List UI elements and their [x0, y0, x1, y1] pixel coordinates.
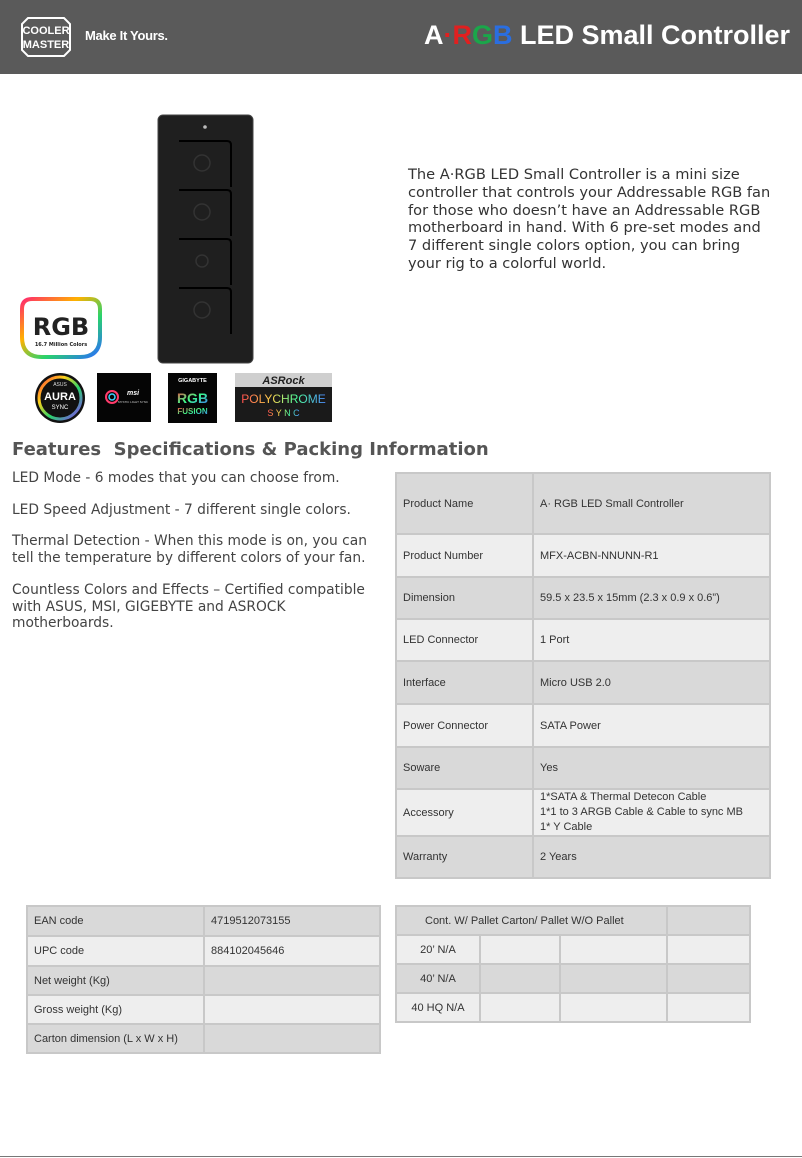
rgb-badge-icon — [20, 297, 102, 359]
spec-value: 2 Years — [533, 836, 770, 878]
title-a: A — [423, 20, 444, 50]
spec-key: Product Number — [396, 534, 533, 577]
code-value: 4719512073155 — [204, 906, 380, 936]
spec-value: Yes — [533, 747, 770, 789]
spec-value: A· RGB LED Small Controller — [533, 473, 770, 534]
code-key: Carton dimension (L x W x H) — [27, 1024, 204, 1053]
spec-value: MFX-ACBN-NNUNN-R1 — [533, 534, 770, 577]
spec-key: Dimension — [396, 577, 533, 619]
table-row — [27, 906, 380, 936]
asrock-line1: POLYCHROME — [241, 392, 326, 406]
accessory-line: 1* Y Cable — [540, 821, 593, 833]
pallet-header: Cont. W/ Pallet Carton/ Pallet W/O Pallet — [396, 906, 667, 935]
pallet-cell — [667, 993, 750, 1022]
table-row — [27, 995, 380, 1024]
asrock-line2: S Y N C — [267, 408, 300, 418]
accessory-line: 1*1 to 3 ARGB Cable & Cable to sync MB — [540, 806, 743, 818]
title-dot: · — [443, 20, 453, 50]
msi-mystic-light-logo — [97, 373, 151, 422]
gigabyte-rgb-fusion-logo — [168, 373, 217, 423]
feature-led-mode: LED Mode - 6 modes that you can choose from. — [12, 470, 340, 486]
gigabyte-rgb: RGB — [176, 390, 209, 406]
spec-key: Warranty — [396, 836, 533, 878]
pallet-cell — [667, 935, 750, 964]
pallet-cell — [560, 964, 667, 993]
pallet-cell — [667, 964, 750, 993]
aura-line2: SYNC — [51, 405, 69, 411]
pallet-row-label: 40 HQ N/A — [396, 993, 480, 1022]
code-value — [204, 966, 380, 995]
spec-key: Accessory — [396, 789, 533, 836]
spec-key: Product Name — [396, 473, 533, 534]
accessory-line: 1*SATA & Thermal Detecon Cable — [540, 791, 707, 803]
table-row — [396, 661, 770, 704]
bottom-divider — [0, 1156, 802, 1157]
code-key: EAN code — [27, 906, 204, 936]
brand-line2: MASTER — [22, 39, 70, 51]
pallet-table — [395, 905, 751, 1023]
header-bar — [0, 0, 802, 74]
code-key: Net weight (Kg) — [27, 966, 204, 995]
table-row — [27, 1024, 380, 1053]
spec-key: Interface — [396, 661, 533, 704]
table-row — [396, 619, 770, 661]
code-key: UPC code — [27, 936, 204, 966]
asus-brand: ASUS — [53, 382, 67, 388]
feature-thermal-detection: Thermal Detection - When this mode is on, you can tell the temperature by different colors of your fan. — [12, 533, 367, 566]
table-row — [396, 534, 770, 577]
code-value: 884102045646 — [204, 936, 380, 966]
cooler-master-logo — [20, 16, 72, 58]
pallet-row-label: 40’ N/A — [396, 964, 480, 993]
tagline: Make It Yours. — [85, 28, 168, 43]
brand-line1: COOLER — [22, 25, 70, 37]
code-value — [204, 995, 380, 1024]
spec-value: Micro USB 2.0 — [533, 661, 770, 704]
pallet-cell — [480, 935, 560, 964]
controller-image — [157, 114, 254, 364]
aura-line1: AURA — [44, 391, 76, 403]
feature-compatibility: Countless Colors and Effects – Certified compatible with ASUS, MSI, GIGEBYTE and ASROCK motherboards. — [12, 582, 365, 631]
code-value — [204, 1024, 380, 1053]
page-title — [424, 20, 790, 51]
table-row — [396, 473, 770, 534]
section-title: Features Specifications & Packing Information — [12, 439, 489, 460]
spec-key: Power Connector — [396, 704, 533, 747]
table-row — [396, 964, 750, 993]
spec-value — [533, 789, 770, 836]
specifications-table — [395, 472, 771, 879]
spec-value: SATA Power — [533, 704, 770, 747]
spec-value: 1 Port — [533, 619, 770, 661]
feature-led-speed: LED Speed Adjustment - 7 different single colors. — [12, 502, 351, 518]
gigabyte-brand: GIGABYTE — [178, 378, 207, 384]
table-row — [396, 789, 770, 836]
table-row — [396, 577, 770, 619]
table-row — [396, 704, 770, 747]
asrock-brand: ASRock — [262, 375, 305, 387]
code-key: Gross weight (Kg) — [27, 995, 204, 1024]
spec-value: 59.5 x 23.5 x 15mm (2.3 x 0.9 x 0.6”) — [533, 577, 770, 619]
table-row — [396, 935, 750, 964]
pallet-cell — [560, 935, 667, 964]
table-row — [396, 906, 750, 935]
asrock-polychrome-sync-logo — [235, 373, 332, 422]
asus-aura-sync-logo — [34, 372, 86, 424]
msi-line: MYSTIC LIGHT SYNC — [117, 400, 149, 404]
title-rest: LED Small Controller — [512, 20, 790, 50]
msi-brand: msi — [126, 390, 140, 397]
table-row — [396, 993, 750, 1022]
pallet-cell — [480, 993, 560, 1022]
gigabyte-fusion: FUSION — [177, 407, 208, 416]
packing-codes-table — [26, 905, 381, 1054]
spec-key: Soware — [396, 747, 533, 789]
rgb-badge-sub: 16.7 Million Colors — [34, 342, 88, 348]
spec-key: LED Connector — [396, 619, 533, 661]
table-row — [27, 966, 380, 995]
table-row — [27, 936, 380, 966]
pallet-cell — [560, 993, 667, 1022]
table-row — [396, 747, 770, 789]
table-row — [396, 836, 770, 878]
pallet-row-label: 20’ N/A — [396, 935, 480, 964]
title-r: R — [452, 20, 472, 50]
title-g: G — [471, 20, 493, 50]
pallet-cell — [480, 964, 560, 993]
intro-paragraph: The A·RGB LED Small Controller is a mini size controller that controls your Addressable RGB fan for those who doesn’t have an Addressable RGB motherboard in hand. With 6 pre-set modes and 7 different single colors option, you can bring your rig to a colorful world. — [408, 166, 771, 272]
pallet-cell — [667, 906, 750, 935]
title-b: B — [492, 20, 513, 50]
rgb-badge-text: RGB — [32, 313, 90, 341]
